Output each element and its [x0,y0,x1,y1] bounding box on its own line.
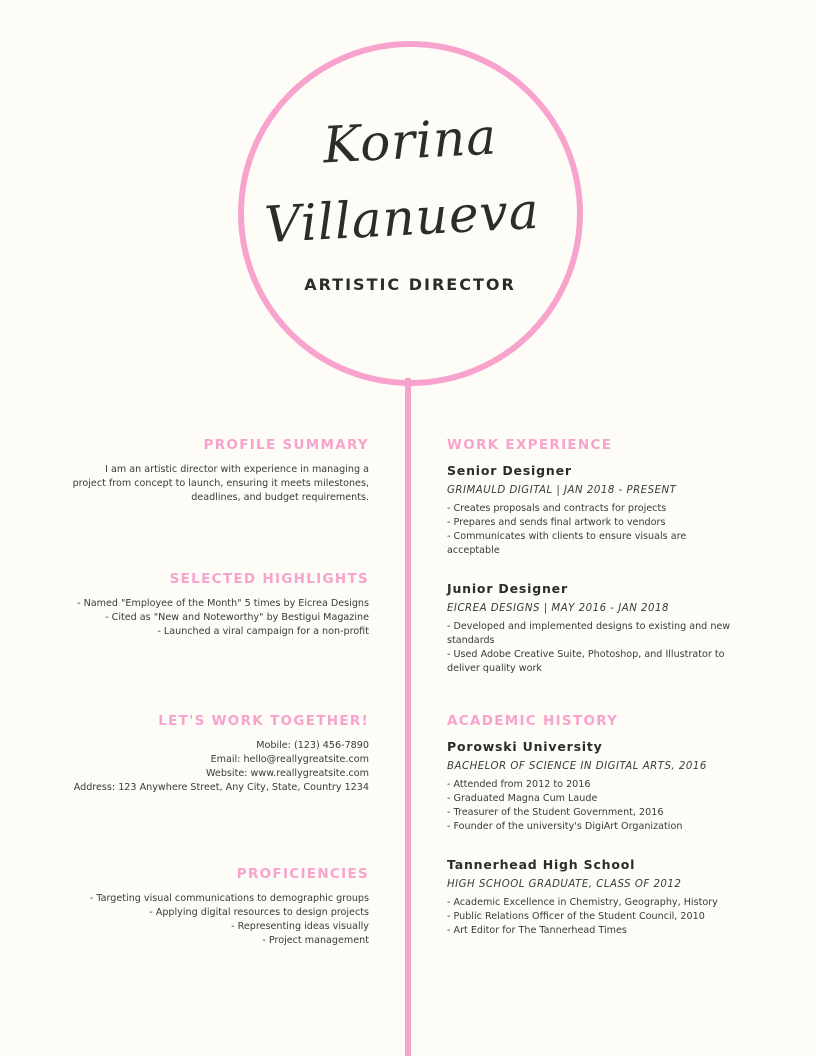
profile-line: I am an artistic director with experience in managing a [105,464,369,475]
school-name: Porowski University [447,739,603,754]
proficiency-item: - Applying digital resources to design projects [149,907,369,918]
job-item: - Prepares and sends final artwork to vendors [447,517,666,528]
selected-highlights-section [69,571,369,639]
profile-line: deadlines, and budget requirements. [191,492,369,503]
work-experience-heading: WORK EXPERIENCE [447,437,613,453]
job-role: Junior Designer [447,581,568,596]
school-item: - Art Editor for The Tannerhead Times [447,925,627,936]
work-experience-section [447,437,737,558]
school-item: - Attended from 2012 to 2016 [447,779,591,790]
highlight-item: - Named "Employee of the Month" 5 times by Eicrea Designs [77,598,369,609]
job-meta: EICREA DESIGNS | MAY 2016 - JAN 2018 [447,603,669,614]
proficiency-item: - Targeting visual communications to demographic groups [89,893,369,904]
contact-address: Address: 123 Anywhere Street, Any City, State, Country 1234 [73,782,369,793]
school-meta: BACHELOR OF SCIENCE IN DIGITAL ARTS, 2016 [447,761,707,772]
contact-mobile: Mobile: (123) 456-7890 [256,740,369,751]
job-title: ARTISTIC DIRECTOR [304,275,516,294]
proficiency-item: - Representing ideas visually [231,921,369,932]
job-item: - Creates proposals and contracts for projects [447,503,667,514]
academic-history-section [447,713,737,834]
school-item: - Academic Excellence in Chemistry, Geography, History [447,897,718,908]
profile-summary-heading: PROFILE SUMMARY [203,437,369,453]
job-meta: GRIMAULD DIGITAL | JAN 2018 - PRESENT [447,485,677,496]
job-item: - Communicates with clients to ensure visuals are acceptable [447,531,687,556]
school-name: Tannerhead High School [447,857,636,872]
school-meta: HIGH SCHOOL GRADUATE, CLASS OF 2012 [447,879,682,890]
contact-section [69,713,369,795]
proficiencies-heading: PROFICIENCIES [236,866,369,882]
selected-highlights-heading: SELECTED HIGHLIGHTS [169,571,369,587]
contact-heading: LET'S WORK TOGETHER! [158,713,369,729]
proficiency-item: - Project management [262,935,369,946]
highlight-item: - Launched a viral campaign for a non-profit [157,626,369,637]
school-entry-2 [447,857,737,938]
job-role: Senior Designer [447,463,572,478]
academic-history-heading: ACADEMIC HISTORY [447,713,619,729]
first-name: Korina [321,107,499,175]
job-entry-2 [447,581,737,676]
school-item: - Treasurer of the Student Government, 2016 [447,807,664,818]
job-item: - Developed and implemented designs to existing and new standards [447,621,731,646]
school-item: - Public Relations Officer of the Student Council, 2010 [447,911,705,922]
profile-summary-section [69,437,369,505]
school-item: - Founder of the university's DigiArt Organization [447,821,683,832]
school-entry [447,739,737,834]
job-item: - Used Adobe Creative Suite, Photoshop, and Illustrator to deliver quality work [447,649,725,674]
last-name: Villanueva [263,181,541,255]
contact-website: Website: www.reallygreatsite.com [206,768,369,779]
center-divider-line [405,378,411,1056]
contact-email: Email: hello@reallygreatsite.com [210,754,369,765]
highlight-item: - Cited as "New and Noteworthy" by Bestigui Magazine [105,612,369,623]
job-entry [447,463,737,558]
profile-line: project from concept to launch, ensuring it meets milestones, [72,478,369,489]
school-item: - Graduated Magna Cum Laude [447,793,598,804]
proficiencies-section [69,866,369,948]
